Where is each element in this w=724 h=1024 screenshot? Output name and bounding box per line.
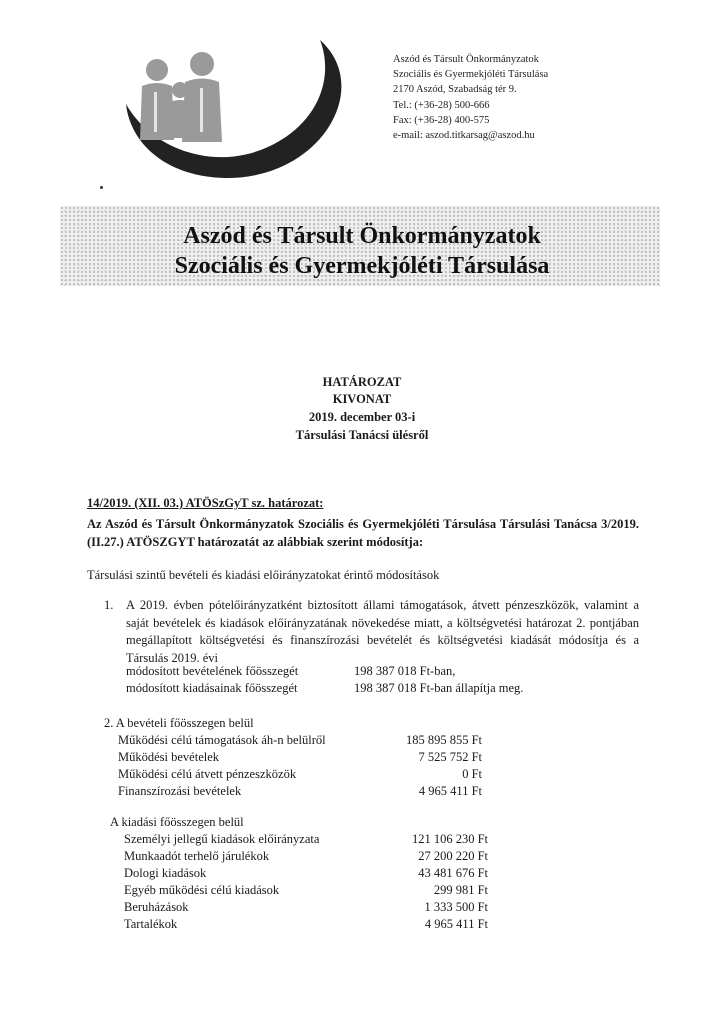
table-row <box>104 733 482 750</box>
totals-value: 198 387 018 Ft-ban állapítja meg. <box>354 681 524 695</box>
meeting-date: 2019. december 03-i <box>308 410 416 424</box>
contact-phone: Tel.: (+36-28) 500-666 <box>393 99 490 111</box>
table-row <box>110 917 488 934</box>
expense-breakdown-title: A kiadási főösszegen belül <box>110 815 244 829</box>
row-value: 43 481 676 Ft <box>418 866 488 880</box>
scan-speck <box>100 186 103 189</box>
row-label: Működési bevételek <box>118 750 220 764</box>
row-label: Munkaadót terhelő járulékok <box>124 849 270 863</box>
meeting-name: Társulási Tanácsi ülésről <box>295 428 429 442</box>
table-row <box>110 832 488 849</box>
row-value: 185 895 855 Ft <box>405 733 482 747</box>
row-label: Működési célú támogatások áh-n belülről <box>118 733 326 747</box>
row-value: 7 525 752 Ft <box>418 750 482 764</box>
banner-title-line1: Aszód és Társult Önkormányzatok <box>183 223 541 249</box>
row-value: 4 965 411 Ft <box>424 917 488 931</box>
family-figures-icon <box>140 52 222 142</box>
expense-breakdown <box>110 815 488 934</box>
row-value: 1 333 500 Ft <box>424 900 488 914</box>
table-row <box>104 767 482 784</box>
row-label: Működési célú átvett pénzeszközök <box>118 767 297 781</box>
revenue-breakdown-title: 2. A bevételi főösszegen belül <box>104 716 254 730</box>
resolution-intro: Az Aszód és Társult Önkormányzatok Szociális és Gyermekjóléti Társulása Társulási Tanácsa 3/2019. (II.27.) ATÖSZGYT határozatát az alábbiak szerint módosítja: <box>87 517 639 549</box>
totals-label: módosított bevételének főösszegét <box>126 664 299 678</box>
table-row <box>110 883 488 900</box>
contact-fax: Fax: (+36-28) 400-575 <box>393 114 490 126</box>
list-item-text: A 2019. évben pótelőirányzatként biztosított állami támogatások, átvett pénzeszközök, valamint a saját bevételek és kiadások előirányzatának növekedése miatt, a költségvetési határozat 2. pontjában megállapított költségvetési és finanszírozási bevételét és költségvetési kiadását módosítja és a Társulás 2019. évi <box>126 598 639 665</box>
contact-address: 2170 Aszód, Szabadság tér 9. <box>393 84 517 96</box>
row-label: Egyéb működési célú kiadások <box>124 883 280 897</box>
table-row <box>104 784 482 801</box>
section-title: Társulási szintű bevételi és kiadási előirányzatokat érintő módosítások <box>87 568 440 582</box>
banner-title-line2: Szociális és Gyermekjóléti Társulása <box>174 253 550 279</box>
row-value: 299 981 Ft <box>433 883 488 897</box>
contact-name-line: Aszód és Társult Önkormányzatok <box>393 54 539 65</box>
row-label: Tartalékok <box>124 917 178 931</box>
row-label: Személyi jellegű kiadások előirányzata <box>124 832 320 846</box>
document-type: HATÁROZAT <box>322 375 402 389</box>
row-label: Dologi kiadások <box>124 866 207 880</box>
organization-logo <box>112 30 362 190</box>
table-row <box>110 866 488 883</box>
document-subtype: KIVONAT <box>332 392 392 406</box>
contact-association-line: Szociális és Gyermekjóléti Társulása <box>393 69 549 81</box>
table-row <box>110 900 488 917</box>
contact-block <box>393 52 548 143</box>
row-value: 0 Ft <box>462 767 482 781</box>
row-value: 121 106 230 Ft <box>411 832 488 846</box>
contact-email: e-mail: aszod.titkarsag@aszod.hu <box>393 130 535 142</box>
list-item-1 <box>104 597 639 667</box>
row-label: Beruházások <box>124 900 189 914</box>
row-value: 27 200 220 Ft <box>418 849 488 863</box>
row-label: Finanszírozási bevételek <box>118 784 242 798</box>
revenue-breakdown <box>104 716 482 801</box>
list-item-number: 1. <box>104 598 114 612</box>
table-row <box>104 750 482 767</box>
table-row <box>110 849 488 866</box>
totals-label: módosított kiadásainak főösszegét <box>126 681 298 695</box>
resolution-reference: 14/2019. (XII. 03.) ATÖSzGyT sz. határozat: <box>87 496 324 510</box>
totals-value: 198 387 018 Ft-ban, <box>354 664 456 678</box>
row-value: 4 965 411 Ft <box>418 784 482 798</box>
